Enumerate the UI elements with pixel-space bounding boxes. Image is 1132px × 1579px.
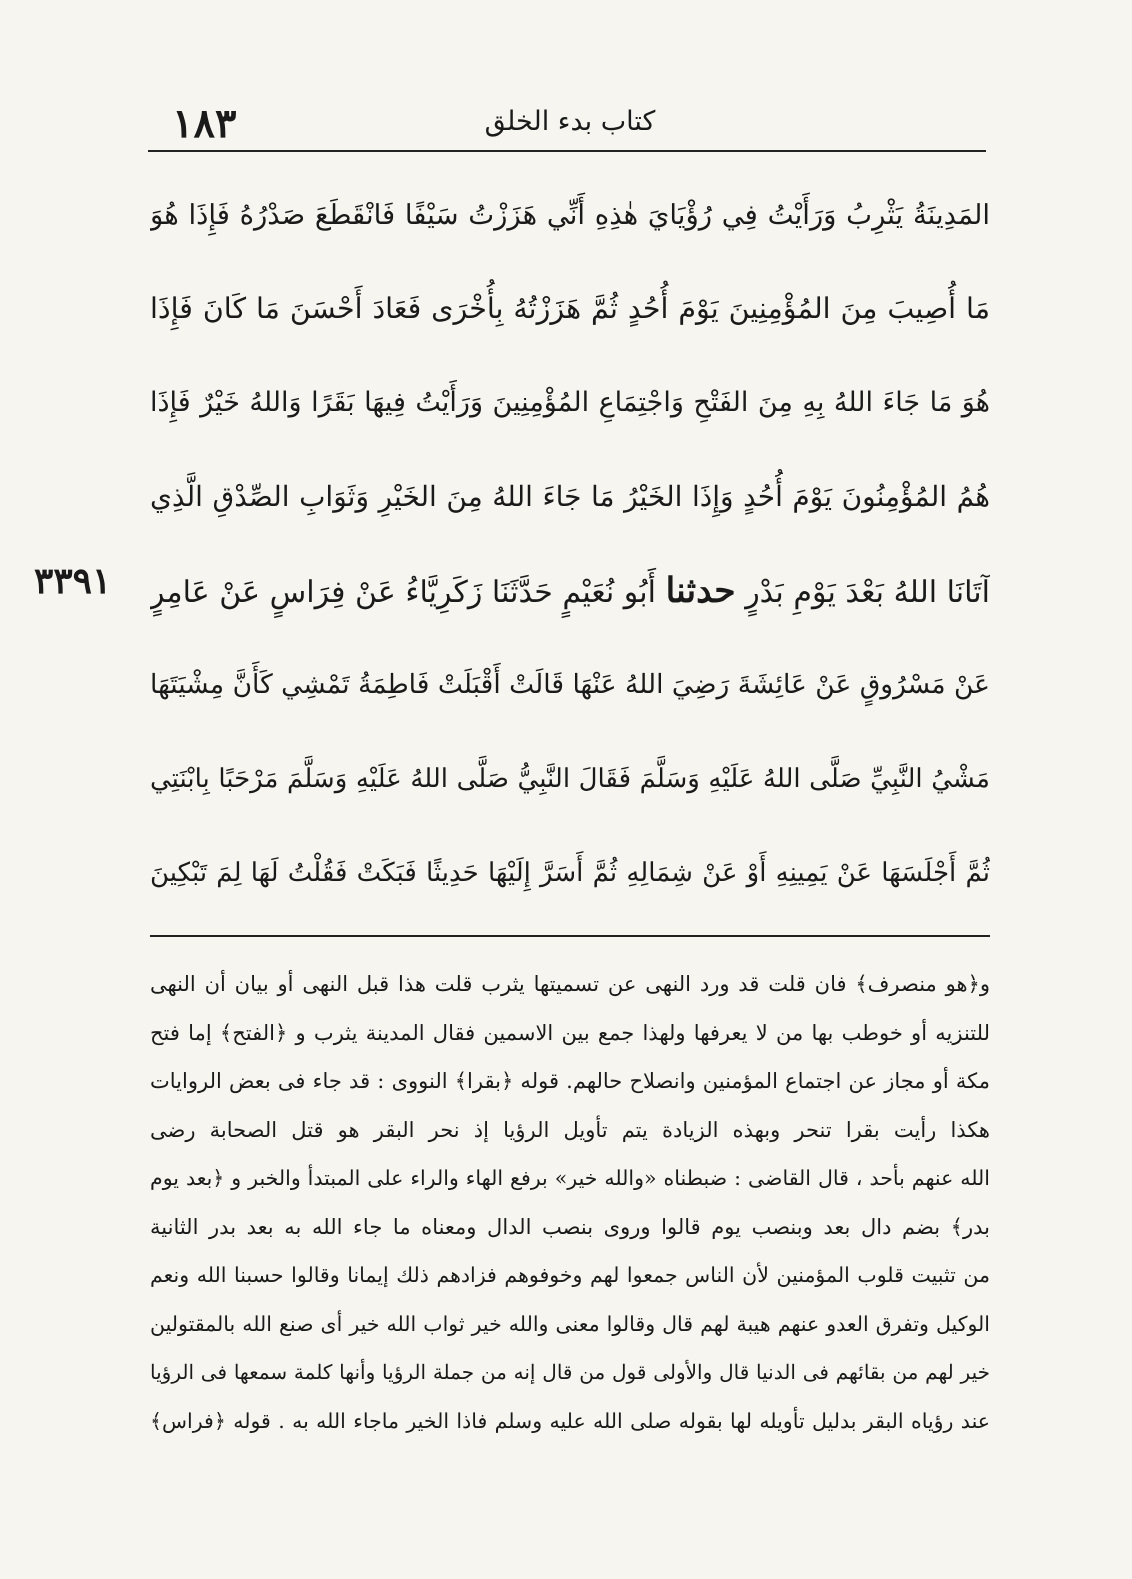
main-line-part: آتَانَا اللهُ بَعْدَ يَوْمِ بَدْرٍ [745,575,990,610]
main-line-part: أَبُو نُعَيْمٍ حَدَّثَنَا زَكَرِيَّاءُ عَنْ فِرَاسٍ عَنْ عَامِرٍ [150,575,656,610]
main-line-with-heading [150,544,990,638]
running-title: كتاب بدء الخلق [484,106,656,137]
hadith-number: ٣٣٩١ [34,560,112,602]
main-line: المَدِينَةُ يَثْرِبُ وَرَأَيْتُ فِي رُؤْيَايَ هٰذِهِ أَنِّي هَزَزْتُ سَيْفًا فَانْقَطَعَ صَدْرُهُ فَإِذَا هُوَ [150,199,990,231]
main-line: هُمُ المُؤْمِنُونَ يَوْمَ أُحُدٍ وَإِذَا الخَيْرُ مَا جَاءَ اللهُ مِنَ الخَيْرِ وَثَوَابِ الصِّدْقِ الَّذِي [150,480,990,513]
note-line: مكة أو مجاز عن اجتماع المؤمنين وانصلاح حالهم. قوله ﴿بقرا﴾ النووى : قد جاء فى بعض الروايات [150,1069,990,1093]
main-line: مَا أُصِيبَ مِنَ المُؤْمِنِينَ يَوْمَ أُحُدٍ ثُمَّ هَزَزْتُهُ بِأُخْرَى فَعَادَ أَحْسَنَ مَا كَانَ فَإِذَا [150,292,990,325]
note-line: الوكيل وتفرق العدو عنهم هيبة لهم قال وقالوا معنى والله خير ثواب الله خير أى صنع الله بالمقتولين [150,1311,990,1336]
note-line: و﴿هو منصرف﴾ فان قلت قد ورد النهى عن تسميتها يثرب قلت هذا قبل النهى أو بيان أن النهى [150,972,990,996]
commentary-notes [150,960,990,1445]
note-line: هكذا رأيت بقرا تنحر وبهذه الزيادة يتم تأويل الرؤيا إذ نحر البقر هو قتل الصحابة رضى [150,1117,990,1142]
main-line: ثُمَّ أَجْلَسَهَا عَنْ يَمِينِهِ أَوْ عَنْ شِمَالِهِ ثُمَّ أَسَرَّ إِلَيْهَا حَدِيثًا فَبَكَتْ فَقُلْتُ لَهَا لِمَ تَبْكِينَ [150,858,990,888]
note-line: خير لهم من بقائهم فى الدنيا قال والأولى قول من قال إنه من جملة الرؤيا وأنها كلمة سمعها فى الرؤيا [150,1360,990,1384]
main-line: هُوَ مَا جَاءَ اللهُ بِهِ مِنَ الفَتْحِ وَاجْتِمَاعِ المُؤْمِنِينَ وَرَأَيْتُ فِيهَا بَقَرًا وَاللهُ خَيْرٌ فَإِذَا [150,387,990,418]
page-number: ١٨٣ [172,100,237,147]
note-line: للتنزيه أو خوطب بها من لا يعرفها ولهذا جمع بين الاسمين فقال المدينة يثرب و ﴿الفتح﴾ إما فتح [150,1020,990,1045]
note-line: من تثبيت قلوب المؤمنين لأن الناس جمعوا لهم وخوفوهم فزادهم ذلك إيمانا وقالوا حسبنا الله ونعم [150,1263,990,1287]
main-line: مَشْيُ النَّبِيِّ صَلَّى اللهُ عَلَيْهِ وَسَلَّمَ فَقَالَ النَّبِيُّ صَلَّى اللهُ عَلَيْهِ وَسَلَّمَ مَرْحَبًا بِابْنَتِي [150,764,990,794]
note-line: عند رؤياه البقر بدليل تأويله لها بقوله صلى الله عليه وسلم فاذا الخير ماجاء الله به . قوله ﴿فراس﴾ [150,1408,990,1433]
header-rule [148,150,986,152]
page-header [150,92,990,148]
note-line: بدر﴾ بضم دال بعد وبنصب يوم قالوا وروى بنصب الدال ومعناه ما جاء الله به بعد بدر الثانية [150,1214,990,1239]
haddathana-heading: حدثنا [665,571,736,611]
note-line: الله عنهم بأحد ، قال القاضى : ضبطناه «والله خير» برفع الهاء والراء على المبتدأ والخبر و ﴿بعد يوم [150,1166,990,1190]
notes-rule [150,935,990,937]
main-text [150,168,990,920]
main-line: عَنْ مَسْرُوقٍ عَنْ عَائِشَةَ رَضِيَ اللهُ عَنْهَا قَالَتْ أَقْبَلَتْ فَاطِمَةُ تَمْشِي كَأَنَّ مِشْيَتَهَا [150,669,990,700]
